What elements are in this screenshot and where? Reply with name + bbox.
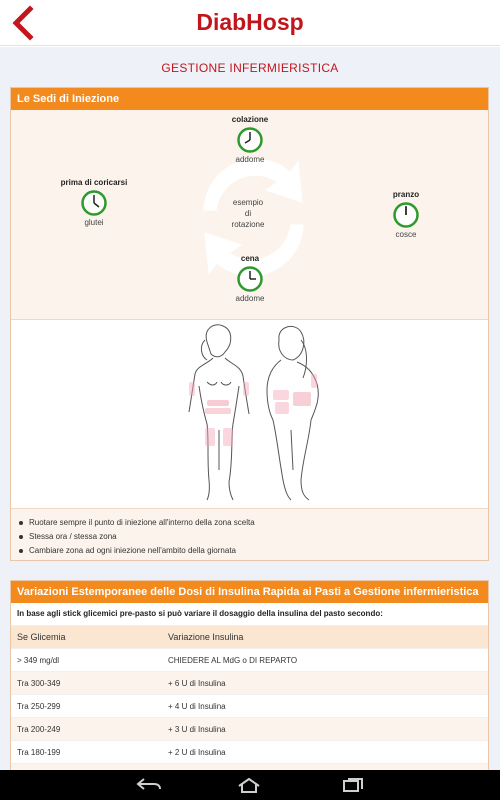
list-item-text: Stessa ora / stessa zona <box>29 532 117 541</box>
system-nav-bar <box>0 770 500 800</box>
center-label-line: di <box>244 209 252 218</box>
clock-icon <box>81 190 107 216</box>
list-item <box>19 530 488 544</box>
center-label-line: rotazione <box>231 220 265 229</box>
scroll-content[interactable] <box>0 47 500 770</box>
insulin-change-cell: + 4 U di Insulina <box>168 702 226 711</box>
rotation-diagram <box>11 110 488 320</box>
insulin-change-cell: + 3 U di Insulina <box>168 725 226 734</box>
nav-recents-button[interactable] <box>340 777 366 798</box>
back-icon <box>136 777 162 793</box>
glycemia-cell: Tra 200-249 <box>17 725 61 734</box>
meal-name: pranzo <box>392 190 420 199</box>
injection-sites-header: Le Sedi di Iniezione <box>11 88 488 110</box>
insulin-change-cell: + 2 U di Insulina <box>168 748 226 757</box>
bullet-icon <box>19 521 23 525</box>
meal-site: addome <box>235 294 265 303</box>
home-icon <box>236 777 262 793</box>
injection-sites-card <box>10 87 489 561</box>
nav-home-button[interactable] <box>236 777 262 798</box>
meal-name: prima di coricarsi <box>60 178 128 187</box>
meal-name: colazione <box>231 115 269 124</box>
table-row <box>11 740 488 763</box>
body-illustration <box>11 320 488 510</box>
list-item <box>19 516 488 530</box>
table-header-row <box>11 625 488 648</box>
clock-icon <box>393 202 419 228</box>
table-row <box>11 671 488 694</box>
injection-tips-list <box>11 508 488 560</box>
list-item <box>19 544 488 558</box>
back-injection-dots <box>273 374 317 414</box>
insulin-change-cell: + 6 U di Insulina <box>168 679 226 688</box>
bullet-icon <box>19 549 23 553</box>
back-body-figure <box>267 326 318 500</box>
table-row <box>11 694 488 717</box>
column-header: Se Glicemia <box>17 632 66 642</box>
recent-apps-icon <box>340 777 366 793</box>
list-item-text: Cambiare zona ad ogni iniezione nell'ambito della giornata <box>29 546 236 555</box>
meal-prima-di-coricarsi <box>39 178 149 227</box>
meal-name: cena <box>240 254 260 263</box>
center-label-line: esempio <box>232 198 264 207</box>
table-row <box>11 717 488 740</box>
meal-site: addome <box>235 155 265 164</box>
clock-icon <box>237 266 263 292</box>
meal-site: cosce <box>395 230 417 239</box>
meal-site: glutei <box>84 218 104 227</box>
glycemia-cell: Tra 300-349 <box>17 679 61 688</box>
insulin-variations-intro: In base agli stick glicemici pre-pasto si può variare il dosaggio della insulina del pasto secondo: <box>11 603 488 625</box>
meal-colazione <box>195 115 305 164</box>
glycemia-cell: Tra 180-199 <box>17 748 61 757</box>
app-bar <box>0 0 500 46</box>
clock-icon <box>237 127 263 153</box>
glycemia-cell: > 349 mg/dl <box>17 656 60 665</box>
column-header: Variazione Insulina <box>168 632 244 642</box>
table-row <box>11 648 488 671</box>
body-injection-sites-image <box>11 320 488 510</box>
app-title: DiabHosp <box>196 9 304 35</box>
insulin-change-cell: CHIEDERE AL MdG o DI REPARTO <box>168 656 298 665</box>
bullet-icon <box>19 535 23 539</box>
section-title: GESTIONE INFERMIERISTICA <box>161 61 339 75</box>
list-item-text: Ruotare sempre il punto di iniezione all'interno della zona scelta <box>29 518 255 527</box>
glycemia-cell: Tra 250-299 <box>17 702 61 711</box>
rotation-center-label <box>213 197 283 230</box>
nav-back-button[interactable] <box>136 777 162 798</box>
insulin-variations-card <box>10 580 489 780</box>
insulin-variations-header: Variazioni Estemporanee delle Dosi di Insulina Rapida ai Pasti a Gestione infermieristica <box>11 581 488 603</box>
meal-pranzo <box>351 190 461 239</box>
meal-cena <box>195 254 305 303</box>
